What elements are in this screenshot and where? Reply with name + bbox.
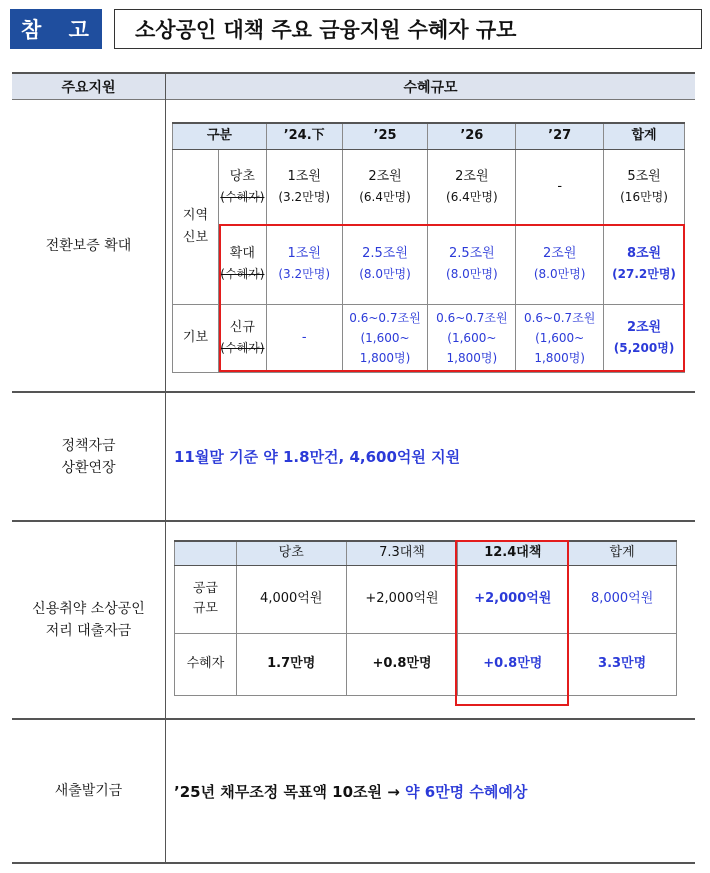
section-label-policy-fund bbox=[12, 393, 165, 520]
row-label-new: 신규 (수혜자) bbox=[218, 304, 266, 372]
cell: 2.5조원 (8.0만명) bbox=[342, 224, 428, 304]
policy-fund-text: 11월말 기준 약 1.8만건, 4,600억원 지원 bbox=[174, 448, 461, 466]
section-label-low-interest-loan bbox=[12, 522, 165, 718]
column-header-main-support: 주요지원 bbox=[61, 80, 116, 96]
cell: 2조원 (6.4만명) bbox=[342, 149, 428, 224]
label-line: 상환연장 bbox=[61, 459, 116, 476]
group-local-guarantee: 지역 신보 bbox=[173, 149, 219, 304]
section-divider bbox=[12, 862, 695, 864]
label-line: 정책자금 bbox=[61, 437, 116, 454]
cell: 2조원 (6.4만명) bbox=[428, 149, 516, 224]
cell: 3.3만명 bbox=[568, 633, 677, 695]
header-7-3: 7.3대책 bbox=[346, 541, 458, 565]
header-total: 합계 bbox=[568, 541, 677, 565]
cell: 2조원 (5,200명) bbox=[604, 304, 685, 372]
cell: 1.7만명 bbox=[236, 633, 346, 695]
header-category: 구분 bbox=[173, 123, 267, 149]
cell: +2,000억원 bbox=[458, 565, 568, 633]
loan-table bbox=[174, 540, 677, 696]
cell: 5조원 (16만명) bbox=[604, 149, 685, 224]
cell: 2조원 (8.0만명) bbox=[516, 224, 604, 304]
section-label-guarantee-expansion: 전환보증 확대 bbox=[45, 238, 132, 254]
cell: +0.8만명 bbox=[458, 633, 568, 695]
header-26: ’26 bbox=[428, 123, 516, 149]
cell: - bbox=[266, 304, 342, 372]
column-header-beneficiary-scale: 수혜규모 bbox=[403, 80, 458, 96]
highlight-box-12-4 bbox=[455, 540, 569, 706]
header-12-4: 12.4대책 bbox=[458, 541, 568, 565]
page-title: 소상공인 대책 주요 금융지원 수혜자 규모 bbox=[114, 9, 702, 49]
cell: +0.8만명 bbox=[346, 633, 458, 695]
expected-beneficiaries-text: 약 6만명 수혜예상 bbox=[405, 783, 528, 801]
header-25: ’25 bbox=[342, 123, 428, 149]
cell: +2,000억원 bbox=[346, 565, 458, 633]
cell: 0.6~0.7조원 (1,600~ 1,800명) bbox=[516, 304, 604, 372]
row-label-beneficiaries: 수혜자 bbox=[175, 633, 237, 695]
reference-badge: 참 고 bbox=[10, 9, 102, 49]
column-header-row bbox=[12, 74, 695, 100]
column-divider bbox=[165, 74, 166, 864]
cell: 1조원 (3.2만명) bbox=[266, 149, 342, 224]
target-text: ’25년 채무조정 목표액 10조원 → bbox=[174, 783, 406, 801]
header-blank bbox=[175, 541, 237, 565]
header-24h2: ’24.下 bbox=[266, 123, 342, 149]
cell: - bbox=[516, 149, 604, 224]
new-start-fund-text bbox=[174, 781, 527, 802]
header-27: ’27 bbox=[516, 123, 604, 149]
row-label-supply: 공급 규모 bbox=[175, 565, 237, 633]
section-label-new-start-fund: 새출발기금 bbox=[54, 783, 123, 799]
header-initial: 당초 bbox=[236, 541, 346, 565]
header-total: 합계 bbox=[604, 123, 685, 149]
label-line: 저리 대출자금 bbox=[45, 623, 132, 639]
row-label-expand: 확대 (수혜자) bbox=[218, 224, 266, 304]
cell: 0.6~0.7조원 (1,600~ 1,800명) bbox=[428, 304, 516, 372]
label-line: 신용취약 소상공인 bbox=[32, 601, 145, 617]
cell: 1조원 (3.2만명) bbox=[266, 224, 342, 304]
row-label-initial: 당초 (수혜자) bbox=[218, 149, 266, 224]
cell: 0.6~0.7조원 (1,600~ 1,800명) bbox=[342, 304, 428, 372]
cell: 2.5조원 (8.0만명) bbox=[428, 224, 516, 304]
cell: 8조원 (27.2만명) bbox=[604, 224, 685, 304]
group-kibo: 기보 bbox=[173, 304, 219, 372]
cell: 8,000억원 bbox=[568, 565, 677, 633]
cell: 4,000억원 bbox=[236, 565, 346, 633]
highlight-box-expansion bbox=[219, 224, 685, 372]
